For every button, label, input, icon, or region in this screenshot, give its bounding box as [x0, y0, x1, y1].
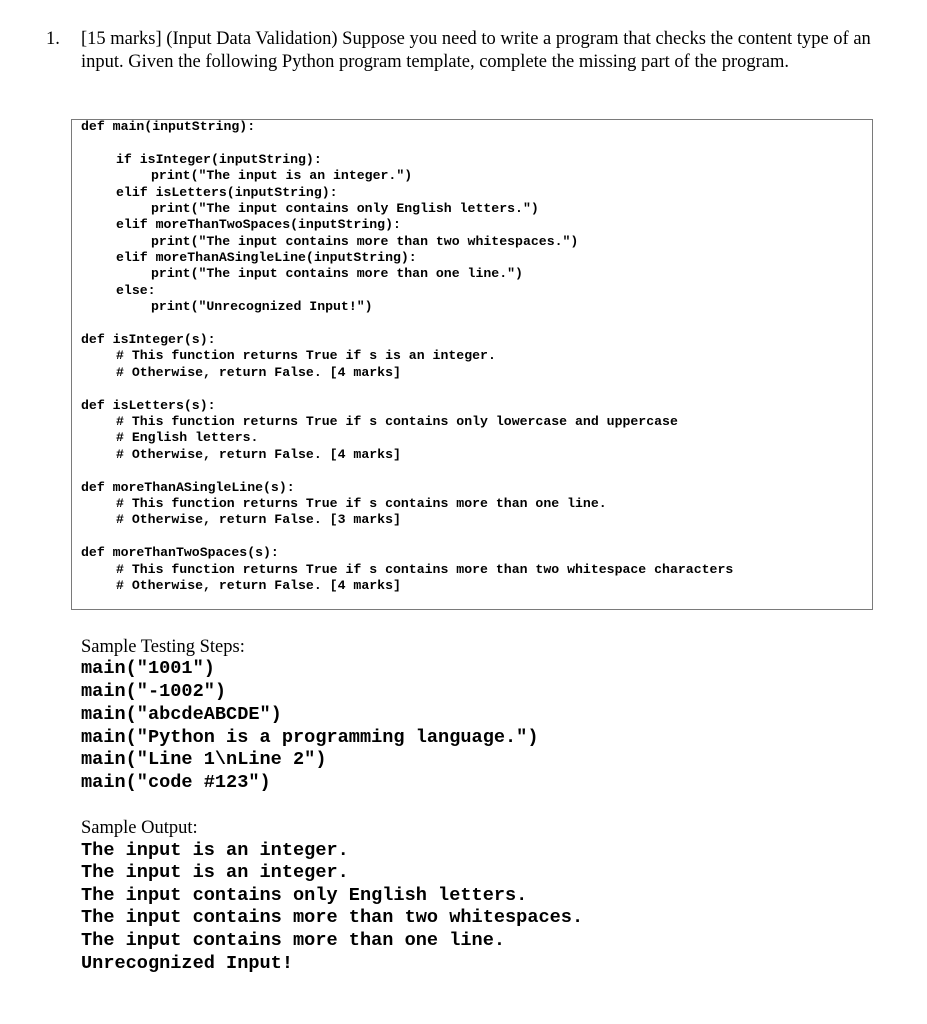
- code-line: print("The input is an integer."): [151, 168, 413, 183]
- code-line: def isLetters(s):: [81, 398, 216, 413]
- code-line: # This function returns True if s contains more than one line.: [116, 496, 607, 511]
- code-line: # English letters.: [116, 430, 259, 445]
- code-line: if isInteger(inputString):: [116, 152, 322, 167]
- code-line: elif moreThanASingleLine(inputString):: [116, 250, 417, 265]
- code-line: def isInteger(s):: [81, 332, 216, 347]
- code-line: print("The input contains only English letters."): [151, 201, 539, 216]
- output-line: The input contains only English letters.: [81, 885, 528, 906]
- testing-line: main("abcdeABCDE"): [81, 704, 282, 725]
- output-line: Unrecognized Input!: [81, 953, 294, 974]
- code-line: else:: [116, 283, 156, 298]
- testing-line: main("code #123"): [81, 772, 271, 793]
- code-line: # Otherwise, return False. [4 marks]: [116, 578, 401, 593]
- code-line: # This function returns True if s is an integer.: [116, 348, 496, 363]
- testing-line: main("Line 1\nLine 2"): [81, 749, 327, 770]
- code-line: # Otherwise, return False. [3 marks]: [116, 512, 401, 527]
- output-line: The input is an integer.: [81, 840, 349, 861]
- code-line: def main(inputString):: [81, 119, 256, 134]
- question-number: 1.: [46, 29, 60, 49]
- testing-line: main("1001"): [81, 658, 215, 679]
- output-line: The input is an integer.: [81, 862, 349, 883]
- output-line: The input contains more than two whitespaces.: [81, 907, 584, 928]
- output-label: Sample Output:: [81, 818, 198, 838]
- code-line: elif isLetters(inputString):: [116, 185, 338, 200]
- code-line: print("Unrecognized Input!"): [151, 299, 373, 314]
- code-line: # Otherwise, return False. [4 marks]: [116, 447, 401, 462]
- code-line: print("The input contains more than one line."): [151, 266, 523, 281]
- code-line: def moreThanTwoSpaces(s):: [81, 545, 279, 560]
- question-text: [15 marks] (Input Data Validation) Suppose you need to write a program that checks the content type of an input. Given the following Python program template, complete the missing part of the program.: [81, 29, 871, 72]
- code-line: print("The input contains more than two whitespaces."): [151, 234, 579, 249]
- testing-label: Sample Testing Steps:: [81, 637, 245, 657]
- code-line: # Otherwise, return False. [4 marks]: [116, 365, 401, 380]
- output-line: The input contains more than one line.: [81, 930, 506, 951]
- testing-line: main("-1002"): [81, 681, 227, 702]
- code-line: elif moreThanTwoSpaces(inputString):: [116, 217, 401, 232]
- testing-line: main("Python is a programming language."): [81, 727, 539, 748]
- code-line: # This function returns True if s contains only lowercase and uppercase: [116, 414, 678, 429]
- question-block: [46, 28, 876, 74]
- code-line: def moreThanASingleLine(s):: [81, 480, 295, 495]
- code-line: # This function returns True if s contains more than two whitespace characters: [116, 562, 734, 577]
